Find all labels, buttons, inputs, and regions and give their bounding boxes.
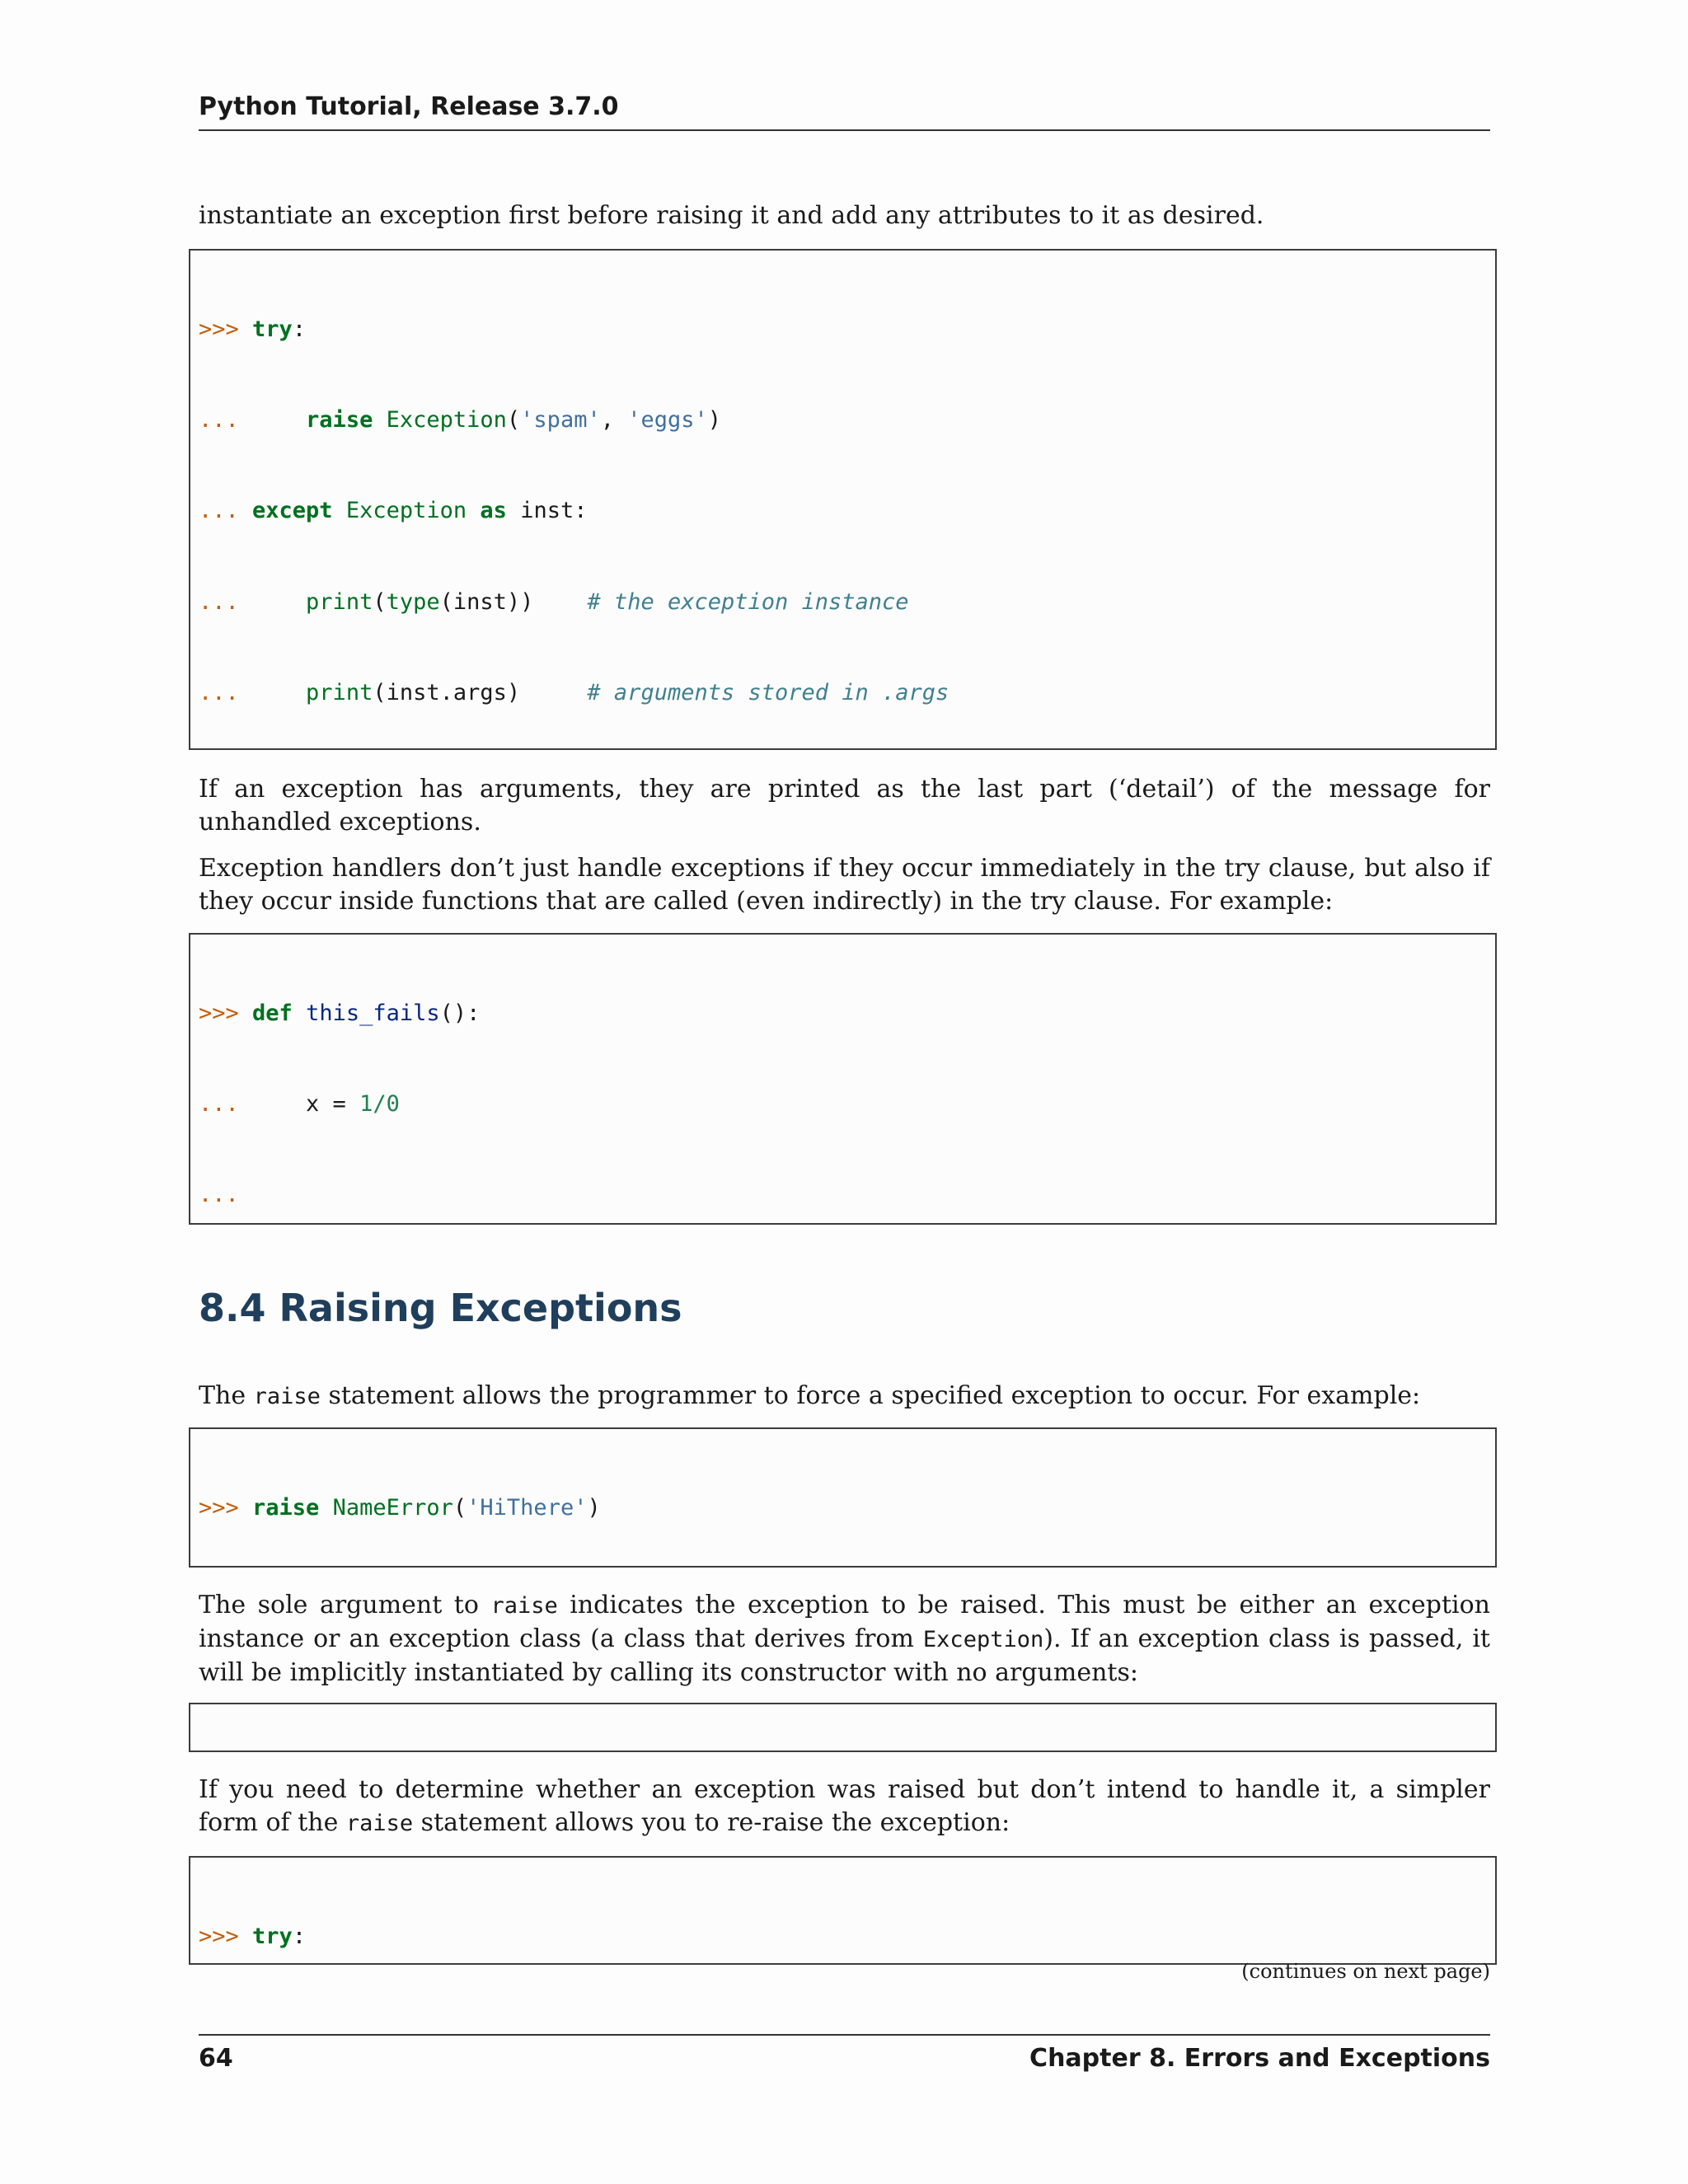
paragraph-reraise: If you need to determine whether an exception was raised but don’t intend to handle it, a simpler form of the raise statement allows you to re-raise the exception: bbox=[199, 1775, 1490, 1837]
section-heading: 8.4 Raising Exceptions bbox=[199, 1286, 682, 1330]
chapter-title: Chapter 8. Errors and Exceptions bbox=[1029, 2044, 1490, 2073]
code-block-exception-args: >>> try: ... raise Exception('spam', 'eggs') ... except Exception as inst: ... print(type(inst)) # the exception instance ... print(inst.args) # arguments stored in .args bbox=[189, 249, 1497, 750]
paragraph-handlers: Exception handlers don’t just handle exceptions if they occur immediately in the try clause, but also if they occur inside functions that are called (even indirectly) in the try clause. For example: bbox=[199, 854, 1490, 916]
page-number: 64 bbox=[199, 2044, 233, 2073]
paragraph-sole-argument: The sole argument to raise indicates the exception to be raised. This must be either an exception instance or an exception class (a class that derives from Exception). If an exception class is passed, it will be implicitly instantiated by calling its constructor with no arguments: bbox=[199, 1591, 1490, 1687]
code-block-raise-nameerror: >>> raise NameError('HiThere') bbox=[189, 1427, 1497, 1568]
footer-rule bbox=[199, 2034, 1490, 2036]
paragraph-raise-intro: The raise statement allows the programmer to force a specified exception to occur. For example: bbox=[199, 1381, 1421, 1410]
page-footer bbox=[199, 2044, 1490, 2073]
continues-note: (continues on next page) bbox=[1241, 1960, 1490, 1983]
code-block-this-fails: >>> def this_fails(): ... x = 1/0 ... bbox=[189, 933, 1497, 1225]
running-header: Python Tutorial, Release 3.7.0 bbox=[199, 92, 619, 121]
paragraph-intro: instantiate an exception first before raising it and add any attributes to it as desired. bbox=[199, 201, 1264, 230]
code-block-raise-valueerror bbox=[189, 1703, 1497, 1752]
paragraph-arguments: If an exception has arguments, they are printed as the last part (‘detail’) of the message for unhandled exceptions. bbox=[199, 775, 1490, 837]
code-block-reraise: >>> try: bbox=[189, 1856, 1497, 1965]
header-rule bbox=[199, 129, 1490, 131]
